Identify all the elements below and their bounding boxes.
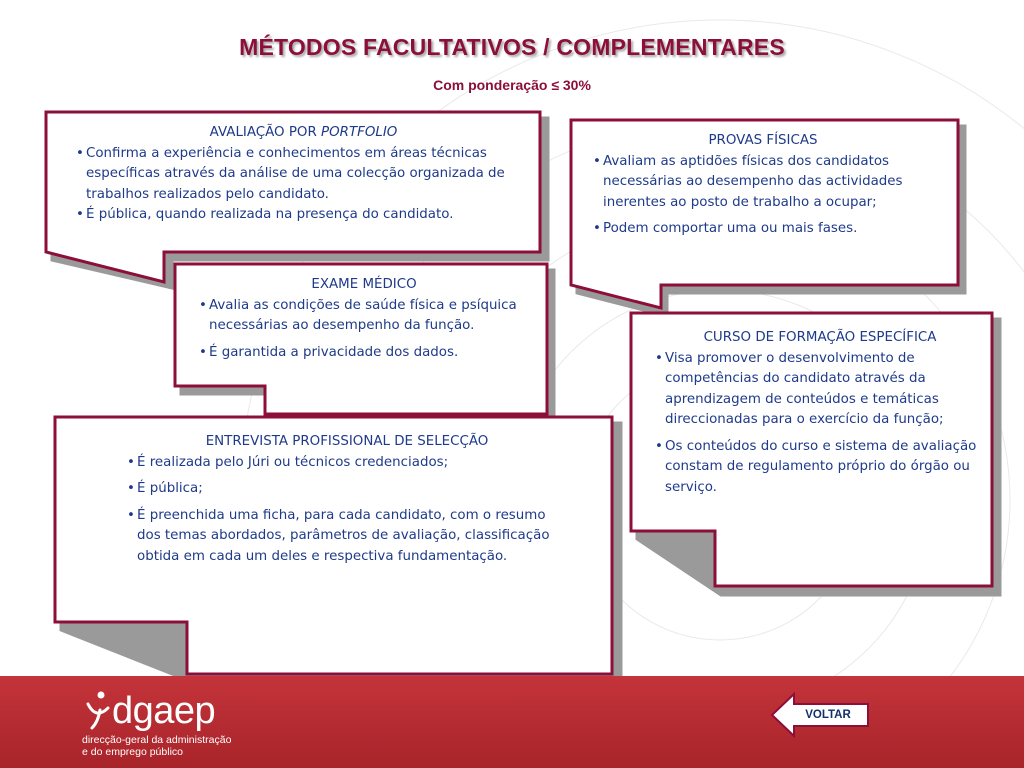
card-curso-bullet: • Os conteúdos do curso e sistema de avaliação constam de regulamento próprio do órgão ou serviço. — [655, 437, 985, 499]
card-curso-heading: CURSO DE FORMAÇÃO ESPECÍFICA — [703, 330, 937, 345]
voltar-label[interactable]: VOLTAR — [805, 709, 851, 721]
page-subtitle: Com ponderação ≤ 30% — [433, 77, 591, 93]
dgaep-logo-text: dgaep — [112, 690, 216, 732]
card-provas-fisicas — [569, 118, 969, 318]
card-entrevista-bullet: • É pública; — [127, 479, 567, 500]
card-provas-bullet: • Podem comportar uma ou mais fases. — [593, 219, 933, 240]
card-portfolio-bullet: • Confirma a experiência e conhecimentos em áreas técnicas específicas através da análise de uma colecção organizada de trabalhos realizados pelo candidato. — [76, 144, 531, 206]
card-exame-medico — [173, 262, 558, 427]
card-entrevista-bullet: • É preenchida uma ficha, para cada candidato, com o resumo dos temas abordados, parâmetros de avaliação, classificação obtida em cada um deles e respectiva fundamentação. — [127, 506, 567, 568]
card-portfolio-heading: AVALIAÇÃO POR PORTFOLIO — [209, 125, 398, 140]
card-entrevista-heading: ENTREVISTA PROFISSIONAL DE SELECÇÃO — [205, 434, 489, 449]
card-entrevista — [53, 415, 625, 687]
card-portfolio-bullet: • É pública, quando realizada na presença do candidato. — [76, 205, 531, 226]
card-exame-bullet: • É garantida a privacidade dos dados. — [199, 343, 529, 364]
card-provas-bullet: • Avaliam as aptidões físicas dos candidatos necessárias ao desempenho das actividades inerentes ao posto de trabalho a ocupar; — [593, 152, 933, 214]
card-entrevista-bullet: • É realizada pelo Júri ou técnicos credenciados; — [127, 453, 567, 474]
card-exame-heading: EXAME MÉDICO — [311, 277, 417, 292]
card-exame-bullet: • Avalia as condições de saúde física e psíquica necessárias ao desempenho da função. — [199, 296, 529, 337]
card-curso-formacao — [629, 311, 1004, 598]
page-title: MÉTODOS FACULTATIVOS / COMPLEMENTARES — [239, 34, 785, 60]
card-curso-bullet: • Visa promover o desenvolvimento de competências do candidato através da aprendizagem de conteúdos e temáticas direccionadas para o exercício da função; — [655, 349, 985, 431]
dgaep-logo-subtitle: direcção-geral da administração e do emprego público — [82, 734, 232, 758]
card-provas-heading: PROVAS FÍSICAS — [708, 133, 818, 148]
